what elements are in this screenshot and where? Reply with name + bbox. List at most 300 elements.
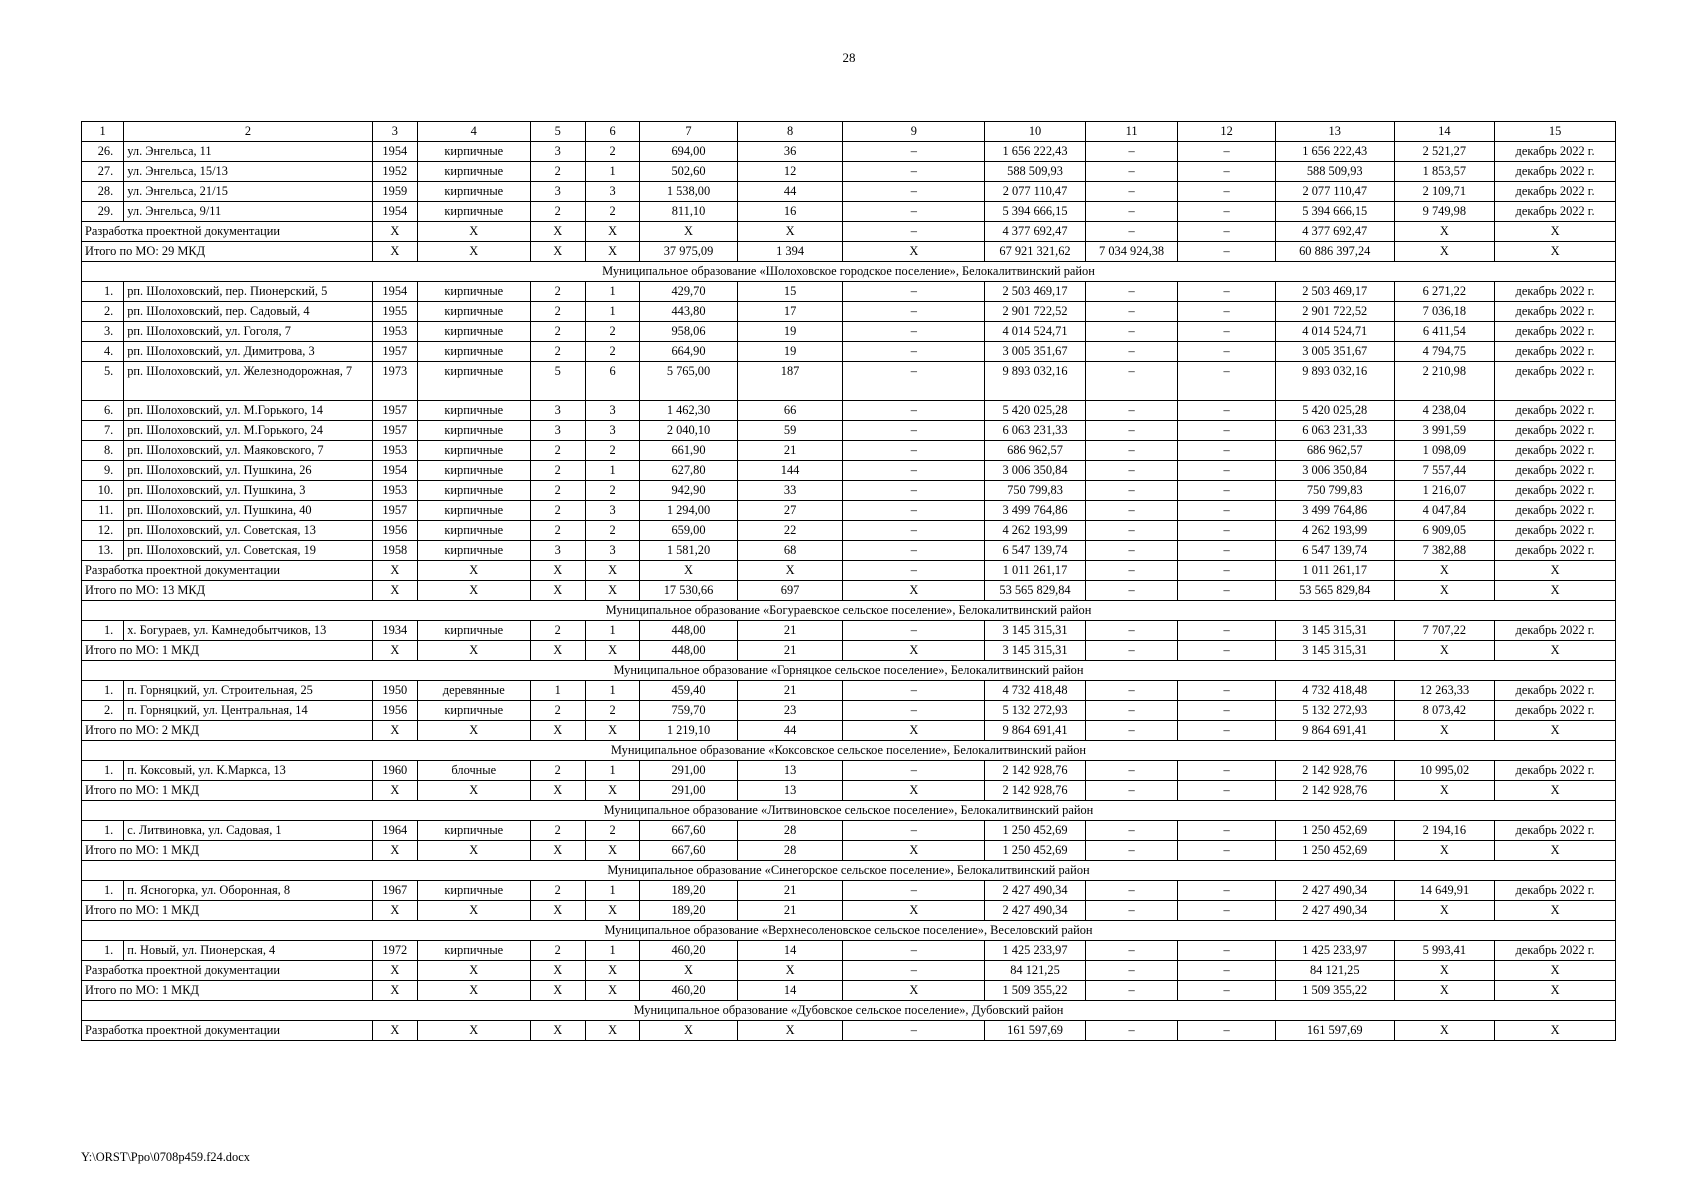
summary-cell: X (1394, 781, 1495, 801)
table-cell: – (843, 401, 985, 421)
table-cell: 2 (530, 821, 585, 841)
table-cell: 68 (737, 541, 843, 561)
column-header-cell: 2 (124, 122, 372, 142)
summary-cell: X (530, 641, 585, 661)
table-cell: – (843, 441, 985, 461)
summary-cell: X (372, 641, 417, 661)
table-cell: 21 (737, 681, 843, 701)
table-cell: декабрь 2022 г. (1495, 541, 1616, 561)
summary-cell: 1 219,10 (640, 721, 738, 741)
summary-label: Итого по МО: 29 МКД (82, 242, 373, 262)
table-cell: 19 (737, 342, 843, 362)
table-row (82, 401, 1616, 421)
table-cell: 3 (530, 541, 585, 561)
summary-label: Итого по МО: 1 МКД (82, 641, 373, 661)
summary-cell: 1 509 355,22 (985, 981, 1086, 1001)
table-cell: – (843, 681, 985, 701)
table-cell: – (843, 541, 985, 561)
table-cell: – (1178, 941, 1276, 961)
table-row (82, 282, 1616, 302)
table-cell: 13. (82, 541, 124, 561)
table-cell: декабрь 2022 г. (1495, 621, 1616, 641)
column-header-cell: 13 (1275, 122, 1394, 142)
table-cell: – (1085, 342, 1178, 362)
summary-cell: X (417, 242, 530, 262)
summary-cell: X (530, 561, 585, 581)
table-row (82, 881, 1616, 901)
table-row (82, 701, 1616, 721)
table-cell: 5 132 272,93 (1275, 701, 1394, 721)
table-body (82, 122, 1616, 1041)
column-header-cell: 12 (1178, 122, 1276, 142)
summary-cell: – (1085, 781, 1178, 801)
table-cell: 1. (82, 941, 124, 961)
table-cell: 189,20 (640, 881, 738, 901)
table-cell: 1 (585, 461, 639, 481)
table-cell: – (843, 701, 985, 721)
summary-cell: X (417, 781, 530, 801)
table-cell: 443,80 (640, 302, 738, 322)
table-cell: 3 145 315,31 (1275, 621, 1394, 641)
table-cell: 15 (737, 282, 843, 302)
summary-cell: 697 (737, 581, 843, 601)
section-title: Муниципальное образование «Верхнесоленовское сельское поселение», Веселовский район (82, 921, 1616, 941)
table-cell: – (1085, 621, 1178, 641)
address-cell: рп. Шолоховский, ул. Пушкина, 26 (124, 461, 372, 481)
table-cell: 21 (737, 441, 843, 461)
table-row (82, 461, 1616, 481)
summary-cell: X (1394, 222, 1495, 242)
table-cell: 1952 (372, 162, 417, 182)
summary-cell: X (1394, 841, 1495, 861)
summary-cell: 84 121,25 (985, 961, 1086, 981)
address-cell: ул. Энгельса, 21/15 (124, 182, 372, 202)
table-cell: – (1085, 481, 1178, 501)
table-cell: – (1178, 142, 1276, 162)
table-cell: 6 271,22 (1394, 282, 1495, 302)
address-cell: рп. Шолоховский, ул. Советская, 19 (124, 541, 372, 561)
summary-cell: X (1394, 242, 1495, 262)
table-cell: 1 (585, 681, 639, 701)
table-cell: 1956 (372, 521, 417, 541)
summary-cell: X (585, 961, 639, 981)
summary-cell: X (530, 981, 585, 1001)
table-cell: 6 547 139,74 (1275, 541, 1394, 561)
table-cell: 12 263,33 (1394, 681, 1495, 701)
table-cell: 1 (530, 681, 585, 701)
table-cell: 14 649,91 (1394, 881, 1495, 901)
table-cell: 9 893 032,16 (985, 362, 1086, 401)
table-cell: 5 420 025,28 (985, 401, 1086, 421)
table-cell: – (1178, 501, 1276, 521)
table-cell: декабрь 2022 г. (1495, 162, 1616, 182)
section-header-row (82, 801, 1616, 821)
summary-row (82, 901, 1616, 921)
column-header-cell: 6 (585, 122, 639, 142)
table-cell: 2 (585, 701, 639, 721)
table-cell: декабрь 2022 г. (1495, 401, 1616, 421)
summary-cell: X (585, 721, 639, 741)
section-header-row (82, 861, 1616, 881)
summary-cell: 2 142 928,76 (1275, 781, 1394, 801)
table-cell: 2 (530, 162, 585, 182)
summary-cell: – (1178, 222, 1276, 242)
table-cell: 3 005 351,67 (985, 342, 1086, 362)
table-cell: 4. (82, 342, 124, 362)
summary-label: Итого по МО: 1 МКД (82, 981, 373, 1001)
table-cell: кирпичные (417, 302, 530, 322)
table-cell: 2 (530, 342, 585, 362)
table-cell: декабрь 2022 г. (1495, 302, 1616, 322)
table-cell: 1956 (372, 701, 417, 721)
table-cell: 5 132 272,93 (985, 701, 1086, 721)
table-cell: 2 (530, 282, 585, 302)
section-header-row (82, 741, 1616, 761)
summary-cell: X (585, 581, 639, 601)
table-cell: 3 (585, 501, 639, 521)
summary-row (82, 641, 1616, 661)
summary-cell: 13 (737, 781, 843, 801)
table-cell: 1 098,09 (1394, 441, 1495, 461)
table-cell: 2 142 928,76 (1275, 761, 1394, 781)
summary-cell: X (585, 1021, 639, 1041)
summary-cell: X (372, 901, 417, 921)
table-cell: – (1085, 541, 1178, 561)
summary-cell: 1 394 (737, 242, 843, 262)
summary-row (82, 242, 1616, 262)
table-cell: – (1178, 162, 1276, 182)
table-cell: 1 425 233,97 (985, 941, 1086, 961)
address-cell: рп. Шолоховский, пер. Садовый, 4 (124, 302, 372, 322)
section-header-row (82, 262, 1616, 282)
address-cell: ул. Энгельса, 11 (124, 142, 372, 162)
column-header-cell: 4 (417, 122, 530, 142)
table-cell: 429,70 (640, 282, 738, 302)
table-cell: 3 (585, 182, 639, 202)
summary-cell: 161 597,69 (1275, 1021, 1394, 1041)
table-cell: декабрь 2022 г. (1495, 681, 1616, 701)
summary-cell: 2 142 928,76 (985, 781, 1086, 801)
table-cell: – (843, 202, 985, 222)
summary-cell: – (1178, 561, 1276, 581)
summary-cell: 44 (737, 721, 843, 741)
table-cell: 1 (585, 162, 639, 182)
summary-cell: X (1495, 641, 1616, 661)
summary-cell: X (585, 561, 639, 581)
table-row (82, 761, 1616, 781)
table-cell: 661,90 (640, 441, 738, 461)
table-cell: 26. (82, 142, 124, 162)
summary-cell: X (1394, 581, 1495, 601)
table-cell: 4 794,75 (1394, 342, 1495, 362)
summary-cell: X (640, 561, 738, 581)
summary-cell: X (417, 222, 530, 242)
table-cell: – (1178, 182, 1276, 202)
table-cell: – (1085, 401, 1178, 421)
section-title: Муниципальное образование «Шолоховское городское поселение», Белокалитвинский район (82, 262, 1616, 282)
table-cell: 7 036,18 (1394, 302, 1495, 322)
summary-row (82, 1021, 1616, 1041)
table-cell: – (1178, 541, 1276, 561)
table-cell: 3 (530, 421, 585, 441)
table-cell: 1 853,57 (1394, 162, 1495, 182)
section-header-row (82, 661, 1616, 681)
table-cell: – (843, 182, 985, 202)
summary-cell: 1 250 452,69 (985, 841, 1086, 861)
table-row (82, 362, 1616, 401)
table-cell: 750 799,83 (985, 481, 1086, 501)
table-row (82, 322, 1616, 342)
table-cell: кирпичные (417, 821, 530, 841)
summary-cell: – (843, 1021, 985, 1041)
table-cell: – (1178, 521, 1276, 541)
table-cell: – (1085, 701, 1178, 721)
table-row (82, 681, 1616, 701)
table-cell: декабрь 2022 г. (1495, 501, 1616, 521)
summary-cell: 448,00 (640, 641, 738, 661)
table-cell: – (1178, 362, 1276, 401)
table-cell: 1 (585, 621, 639, 641)
table-cell: 1953 (372, 481, 417, 501)
table-cell: 1. (82, 761, 124, 781)
table-cell: 1934 (372, 621, 417, 641)
table-cell: 2 901 722,52 (985, 302, 1086, 322)
table-cell: – (1085, 202, 1178, 222)
table-cell: 2. (82, 302, 124, 322)
summary-cell: X (372, 961, 417, 981)
table-cell: 2 (530, 441, 585, 461)
summary-cell: – (843, 961, 985, 981)
table-row (82, 481, 1616, 501)
table-cell: 1955 (372, 302, 417, 322)
table-cell: 14 (737, 941, 843, 961)
address-cell: рп. Шолоховский, пер. Пионерский, 5 (124, 282, 372, 302)
address-cell: п. Горняцкий, ул. Центральная, 14 (124, 701, 372, 721)
summary-cell: 1 011 261,17 (1275, 561, 1394, 581)
table-cell: 1 581,20 (640, 541, 738, 561)
table-cell: 942,90 (640, 481, 738, 501)
table-cell: 1. (82, 821, 124, 841)
summary-cell: 21 (737, 901, 843, 921)
summary-cell: X (530, 721, 585, 741)
summary-cell: X (1394, 641, 1495, 661)
table-cell: декабрь 2022 г. (1495, 202, 1616, 222)
table-cell: 2 194,16 (1394, 821, 1495, 841)
summary-cell: – (1178, 961, 1276, 981)
column-header-cell: 1 (82, 122, 124, 142)
table-cell: кирпичные (417, 401, 530, 421)
summary-cell: 667,60 (640, 841, 738, 861)
summary-cell: 28 (737, 841, 843, 861)
section-header-row (82, 1001, 1616, 1021)
section-header-row (82, 921, 1616, 941)
summary-cell: X (585, 841, 639, 861)
summary-label: Разработка проектной документации (82, 561, 373, 581)
table-cell: кирпичные (417, 282, 530, 302)
table-cell: 5 394 666,15 (1275, 202, 1394, 222)
table-cell: 9. (82, 461, 124, 481)
summary-label: Разработка проектной документации (82, 961, 373, 981)
table-cell: 6 411,54 (1394, 322, 1495, 342)
table-cell: 2 (585, 441, 639, 461)
table-cell: 5. (82, 362, 124, 401)
table-cell: 2 (530, 481, 585, 501)
summary-cell: – (1085, 721, 1178, 741)
summary-cell: – (1085, 561, 1178, 581)
column-header-cell: 11 (1085, 122, 1178, 142)
summary-cell: – (1178, 1021, 1276, 1041)
table-cell: 2 901 722,52 (1275, 302, 1394, 322)
address-cell: п. Коксовый, ул. К.Маркса, 13 (124, 761, 372, 781)
summary-cell: X (843, 242, 985, 262)
summary-cell: – (1178, 581, 1276, 601)
table-cell: 5 (530, 362, 585, 401)
table-cell: 44 (737, 182, 843, 202)
table-cell: 1957 (372, 501, 417, 521)
table-cell: 7. (82, 421, 124, 441)
section-title: Муниципальное образование «Коксовское сельское поселение», Белокалитвинский район (82, 741, 1616, 761)
table-cell: 2 (585, 821, 639, 841)
address-cell: п. Ясногорка, ул. Оборонная, 8 (124, 881, 372, 901)
table-cell: 2 (585, 202, 639, 222)
table-row (82, 162, 1616, 182)
table-cell: 19 (737, 322, 843, 342)
table-cell: 187 (737, 362, 843, 401)
table-cell: 686 962,57 (985, 441, 1086, 461)
table-cell: 4 732 418,48 (985, 681, 1086, 701)
summary-cell: 2 427 490,34 (985, 901, 1086, 921)
table-cell: 1964 (372, 821, 417, 841)
summary-label: Разработка проектной документации (82, 1021, 373, 1041)
table-cell: – (1085, 421, 1178, 441)
table-cell: – (1085, 142, 1178, 162)
summary-cell: X (372, 981, 417, 1001)
table-cell: декабрь 2022 г. (1495, 701, 1616, 721)
summary-row (82, 581, 1616, 601)
table-cell: 460,20 (640, 941, 738, 961)
table-row (82, 521, 1616, 541)
table-cell: – (1178, 441, 1276, 461)
summary-cell: X (1495, 1021, 1616, 1041)
table-cell: – (1178, 481, 1276, 501)
table-cell: декабрь 2022 г. (1495, 182, 1616, 202)
table-cell: – (1085, 941, 1178, 961)
table-cell: кирпичные (417, 461, 530, 481)
table-cell: кирпичные (417, 501, 530, 521)
summary-cell: X (843, 641, 985, 661)
table-cell: – (843, 821, 985, 841)
summary-cell: X (1495, 981, 1616, 1001)
table-cell: 2 (585, 142, 639, 162)
table-cell: 23 (737, 701, 843, 721)
address-cell: х. Богураев, ул. Камнедобытчиков, 13 (124, 621, 372, 641)
table-cell: – (843, 421, 985, 441)
summary-cell: X (417, 961, 530, 981)
summary-cell: X (843, 981, 985, 1001)
table-cell: 4 238,04 (1394, 401, 1495, 421)
address-cell: рп. Шолоховский, ул. Димитрова, 3 (124, 342, 372, 362)
summary-cell: X (585, 641, 639, 661)
table-cell: кирпичные (417, 421, 530, 441)
summary-cell: 67 921 321,62 (985, 242, 1086, 262)
summary-cell: X (1495, 841, 1616, 861)
table-cell: 5 765,00 (640, 362, 738, 401)
summary-cell: 60 886 397,24 (1275, 242, 1394, 262)
summary-cell: X (1394, 1021, 1495, 1041)
address-cell: рп. Шолоховский, ул. Железнодорожная, 7 (124, 362, 372, 401)
table-cell: 291,00 (640, 761, 738, 781)
table-cell: 2. (82, 701, 124, 721)
table-cell: 7 557,44 (1394, 461, 1495, 481)
summary-cell: 17 530,66 (640, 581, 738, 601)
table-cell: – (1085, 461, 1178, 481)
summary-cell: X (1495, 242, 1616, 262)
summary-cell: X (1394, 561, 1495, 581)
address-cell: п. Горняцкий, ул. Строительная, 25 (124, 681, 372, 701)
table-cell: 12 (737, 162, 843, 182)
table-cell: 1 425 233,97 (1275, 941, 1394, 961)
summary-cell: X (1394, 721, 1495, 741)
table-cell: – (1178, 322, 1276, 342)
table-cell: – (1178, 881, 1276, 901)
table-row (82, 142, 1616, 162)
summary-cell: 53 565 829,84 (1275, 581, 1394, 601)
summary-cell: X (843, 901, 985, 921)
table-cell: 811,10 (640, 202, 738, 222)
table-cell: 9 893 032,16 (1275, 362, 1394, 401)
table-cell: 2 (530, 761, 585, 781)
table-cell: 3 145 315,31 (985, 621, 1086, 641)
address-cell: ул. Энгельса, 9/11 (124, 202, 372, 222)
table-cell: 4 262 193,99 (1275, 521, 1394, 541)
table-cell: 2 077 110,47 (985, 182, 1086, 202)
table-cell: 1973 (372, 362, 417, 401)
table-cell: кирпичные (417, 441, 530, 461)
summary-cell: 9 864 691,41 (1275, 721, 1394, 741)
summary-cell: X (640, 961, 738, 981)
address-cell: рп. Шолоховский, ул. Пушкина, 3 (124, 481, 372, 501)
column-header-cell: 8 (737, 122, 843, 142)
table-cell: 5 420 025,28 (1275, 401, 1394, 421)
table-cell: 2 077 110,47 (1275, 182, 1394, 202)
table-cell: 27 (737, 501, 843, 521)
table-cell: кирпичные (417, 342, 530, 362)
table-cell: 16 (737, 202, 843, 222)
table-cell: – (1178, 621, 1276, 641)
table-cell: 1967 (372, 881, 417, 901)
table-cell: 6 (585, 362, 639, 401)
summary-cell: X (530, 222, 585, 242)
table-cell: 2 503 469,17 (1275, 282, 1394, 302)
table-cell: – (1178, 701, 1276, 721)
table-cell: 3 (585, 401, 639, 421)
table-cell: 3 (585, 421, 639, 441)
table-cell: 3 (530, 142, 585, 162)
summary-cell: – (843, 222, 985, 242)
table-cell: – (843, 881, 985, 901)
table-cell: блочные (417, 761, 530, 781)
column-header-cell: 3 (372, 122, 417, 142)
table-cell: 2 (530, 941, 585, 961)
table-cell: декабрь 2022 г. (1495, 421, 1616, 441)
table-cell: кирпичные (417, 142, 530, 162)
table-cell: 1 294,00 (640, 501, 738, 521)
table-cell: 144 (737, 461, 843, 481)
summary-cell: X (1495, 781, 1616, 801)
table-cell: 1954 (372, 202, 417, 222)
table-cell: – (843, 362, 985, 401)
section-title: Муниципальное образование «Литвиновское сельское поселение», Белокалитвинский район (82, 801, 1616, 821)
